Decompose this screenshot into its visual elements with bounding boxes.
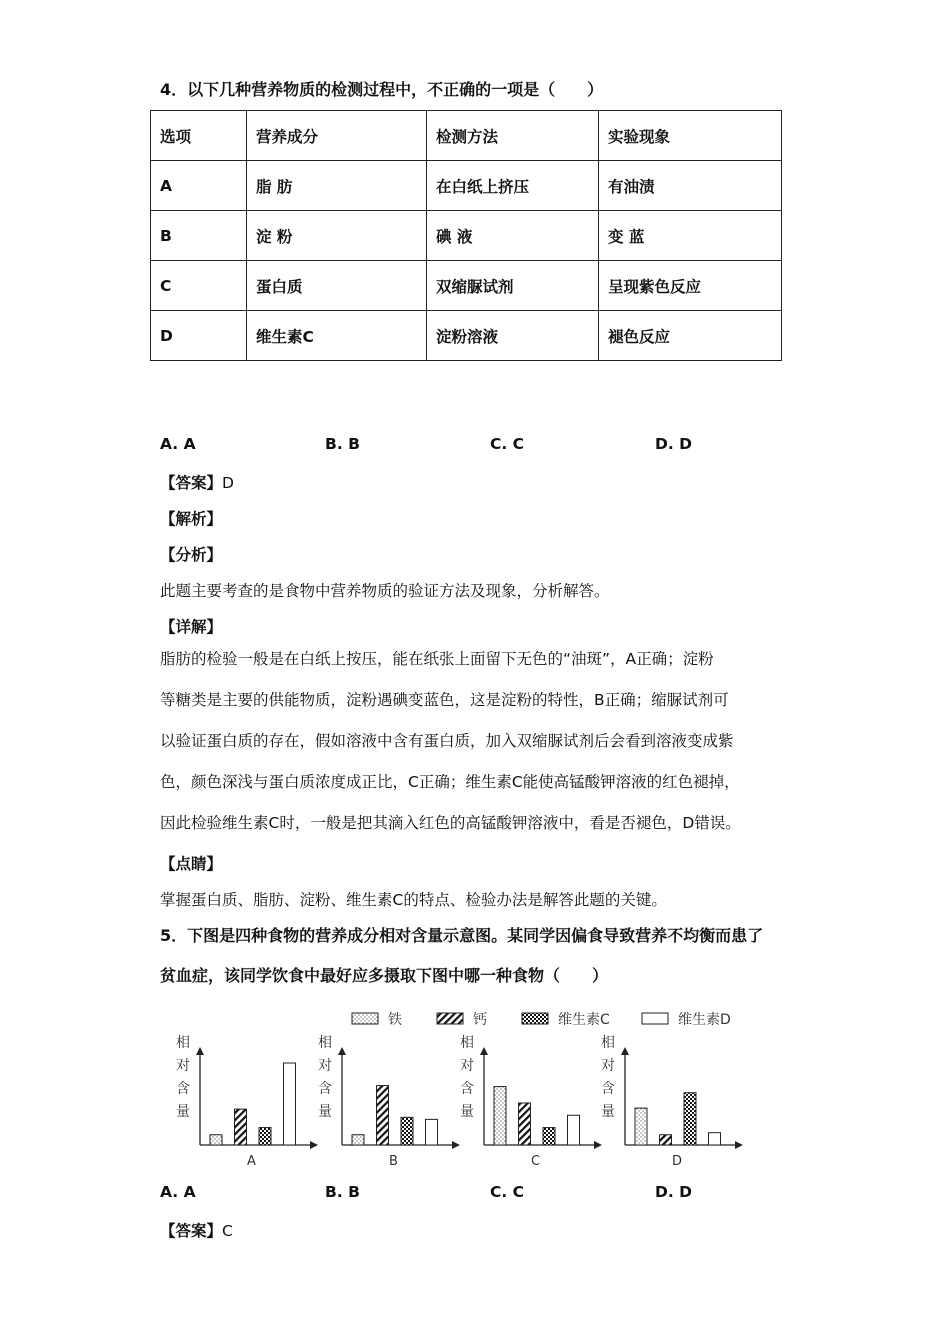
table-row <box>151 261 782 311</box>
table-cell: 变 蓝 <box>599 211 782 261</box>
nutrient-test-table <box>150 110 782 361</box>
answer-value: D <box>222 474 234 492</box>
y-axis-label-char: 含 <box>601 1081 615 1097</box>
point-text: 掌握蛋白质、脂肪、淀粉、维生素C的特点、检验办法是解答此题的关键。 <box>160 891 667 909</box>
bar-D-vitamin-d <box>709 1133 721 1145</box>
table-cell: B <box>151 211 247 261</box>
bar-A-iron <box>210 1135 222 1145</box>
bar-B-vitamin-c <box>401 1117 413 1145</box>
y-axis-label-char: 相 <box>176 1035 190 1051</box>
table-cell: 淀 粉 <box>247 211 427 261</box>
panel-label-C: C <box>531 1154 541 1169</box>
bar-C-vitamin-c <box>543 1128 555 1145</box>
panel-label-B: B <box>389 1154 398 1169</box>
y-axis-label-char: 含 <box>318 1081 332 1097</box>
point-label: 【点睛】 <box>160 855 223 873</box>
bar-C-calcium <box>519 1103 531 1145</box>
y-axis-label-char: 相 <box>460 1035 474 1051</box>
table-cell: C <box>151 261 247 311</box>
y-axis-label-char: 含 <box>460 1081 474 1097</box>
y-axis-label-char: 对 <box>318 1058 332 1074</box>
table-header-row <box>151 111 782 161</box>
table-header: 检测方法 <box>427 111 599 161</box>
q5-option-d: D. D <box>655 1183 693 1201</box>
q4-option-a: A. A <box>160 435 196 453</box>
table-row <box>151 211 782 261</box>
x-axis-arrow <box>594 1141 602 1149</box>
q4-option-b: B. B <box>325 435 360 453</box>
y-axis-label-char: 量 <box>318 1104 332 1120</box>
x-axis-arrow <box>735 1141 743 1149</box>
answer-value: C <box>222 1222 233 1240</box>
question-5-title-line2: 贫血症，该同学饮食中最好应多摄取下图中哪一种食物（ ） <box>160 966 609 985</box>
table-cell: 碘 液 <box>427 211 599 261</box>
legend-swatch-calcium <box>437 1013 463 1024</box>
bar-A-vitamin-d <box>284 1063 296 1145</box>
table-cell: D <box>151 311 247 361</box>
question-5-title-line1: 5．下图是四种食物的营养成分相对含量示意图。某同学因偏食导致营养不均衡而患了 <box>160 926 764 945</box>
y-axis-label-char: 对 <box>460 1058 474 1074</box>
table-header: 实验现象 <box>599 111 782 161</box>
y-axis-label-char: 相 <box>318 1035 332 1051</box>
y-axis-label-char: 含 <box>176 1081 190 1097</box>
q5-option-b: B. B <box>325 1183 360 1201</box>
bar-B-iron <box>352 1135 364 1145</box>
nutrient-bar-charts <box>0 1000 950 1175</box>
table-cell: 呈现紫色反应 <box>599 261 782 311</box>
bar-A-calcium <box>235 1109 247 1145</box>
y-axis-arrow <box>196 1047 204 1055</box>
bar-A-vitamin-c <box>259 1128 271 1145</box>
legend-label-calcium: 钙 <box>473 1012 487 1028</box>
bar-C-iron <box>494 1087 506 1145</box>
table-cell: 有油渍 <box>599 161 782 211</box>
bar-D-vitamin-c <box>684 1093 696 1145</box>
q4-option-c: C. C <box>490 435 525 453</box>
detail-line: 脂肪的检验一般是在白纸上按压，能在纸张上面留下无色的“油斑”，A正确；淀粉 <box>160 650 714 668</box>
y-axis-label-char: 对 <box>601 1058 615 1074</box>
table-cell: 褪色反应 <box>599 311 782 361</box>
y-axis-arrow <box>480 1047 488 1055</box>
question-4-title: 4．以下几种营养物质的检测过程中，不正确的一项是（ ） <box>160 80 604 99</box>
bar-C-vitamin-d <box>568 1115 580 1145</box>
table-header: 营养成分 <box>247 111 427 161</box>
legend-swatch-iron <box>352 1013 378 1024</box>
table-cell: 脂 肪 <box>247 161 427 211</box>
legend-label-iron: 铁 <box>388 1012 402 1028</box>
y-axis-label-char: 量 <box>176 1104 190 1120</box>
bar-B-calcium <box>377 1086 389 1145</box>
q5-option-a: A. A <box>160 1183 196 1201</box>
answer-label: 【答案】 <box>160 474 223 492</box>
table-row <box>151 161 782 211</box>
legend-swatch-vitamin-c <box>522 1013 548 1024</box>
q4-answer <box>160 471 234 493</box>
y-axis-label-char: 量 <box>460 1104 474 1120</box>
x-axis-arrow <box>310 1141 318 1149</box>
q5-option-c: C. C <box>490 1183 525 1201</box>
table-header: 选项 <box>151 111 247 161</box>
table-row <box>151 311 782 361</box>
detail-label: 【详解】 <box>160 618 223 636</box>
analysis-label: 【解析】 <box>160 510 223 528</box>
chart-legend <box>352 1011 731 1028</box>
fenxi-label: 【分析】 <box>160 546 223 564</box>
y-axis-label-char: 量 <box>601 1104 615 1120</box>
detail-line: 以验证蛋白质的存在，假如溶液中含有蛋白质，加入双缩脲试剂后会看到溶液变成紫 <box>160 732 734 750</box>
y-axis-label-char: 相 <box>601 1035 615 1051</box>
x-axis-arrow <box>452 1141 460 1149</box>
table-cell: A <box>151 161 247 211</box>
table-cell: 维生素C <box>247 311 427 361</box>
panel-label-A: A <box>247 1154 256 1169</box>
y-axis-label-char: 对 <box>176 1058 190 1074</box>
bar-D-iron <box>635 1108 647 1145</box>
table-cell: 淀粉溶液 <box>427 311 599 361</box>
legend-label-vitamin-d: 维生素D <box>678 1012 731 1028</box>
panel-label-D: D <box>672 1154 683 1169</box>
fenxi-text: 此题主要考查的是食物中营养物质的验证方法及现象，分析解答。 <box>160 582 610 600</box>
legend-swatch-vitamin-d <box>642 1013 668 1024</box>
bar-D-calcium <box>660 1135 672 1145</box>
table-cell: 在白纸上挤压 <box>427 161 599 211</box>
bar-B-vitamin-d <box>426 1119 438 1145</box>
q4-option-d: D. D <box>655 435 693 453</box>
q5-answer <box>160 1219 233 1241</box>
answer-label: 【答案】 <box>160 1222 223 1240</box>
detail-line: 因此检验维生素C时，一般是把其滴入红色的高锰酸钾溶液中，看是否褪色，D错误。 <box>160 814 741 832</box>
detail-paragraph <box>160 639 780 844</box>
detail-line: 色，颜色深浅与蛋白质浓度成正比，C正确；维生素C能使高锰酸钾溶液的红色褪掉， <box>160 773 740 791</box>
y-axis-arrow <box>621 1047 629 1055</box>
table-cell: 双缩脲试剂 <box>427 261 599 311</box>
legend-label-vitamin-c: 维生素C <box>558 1012 610 1028</box>
y-axis-arrow <box>338 1047 346 1055</box>
detail-line: 等糖类是主要的供能物质，淀粉遇碘变蓝色，这是淀粉的特性，B正确；缩脲试剂可 <box>160 691 729 709</box>
table-cell: 蛋白质 <box>247 261 427 311</box>
chart-panels <box>176 1034 743 1169</box>
